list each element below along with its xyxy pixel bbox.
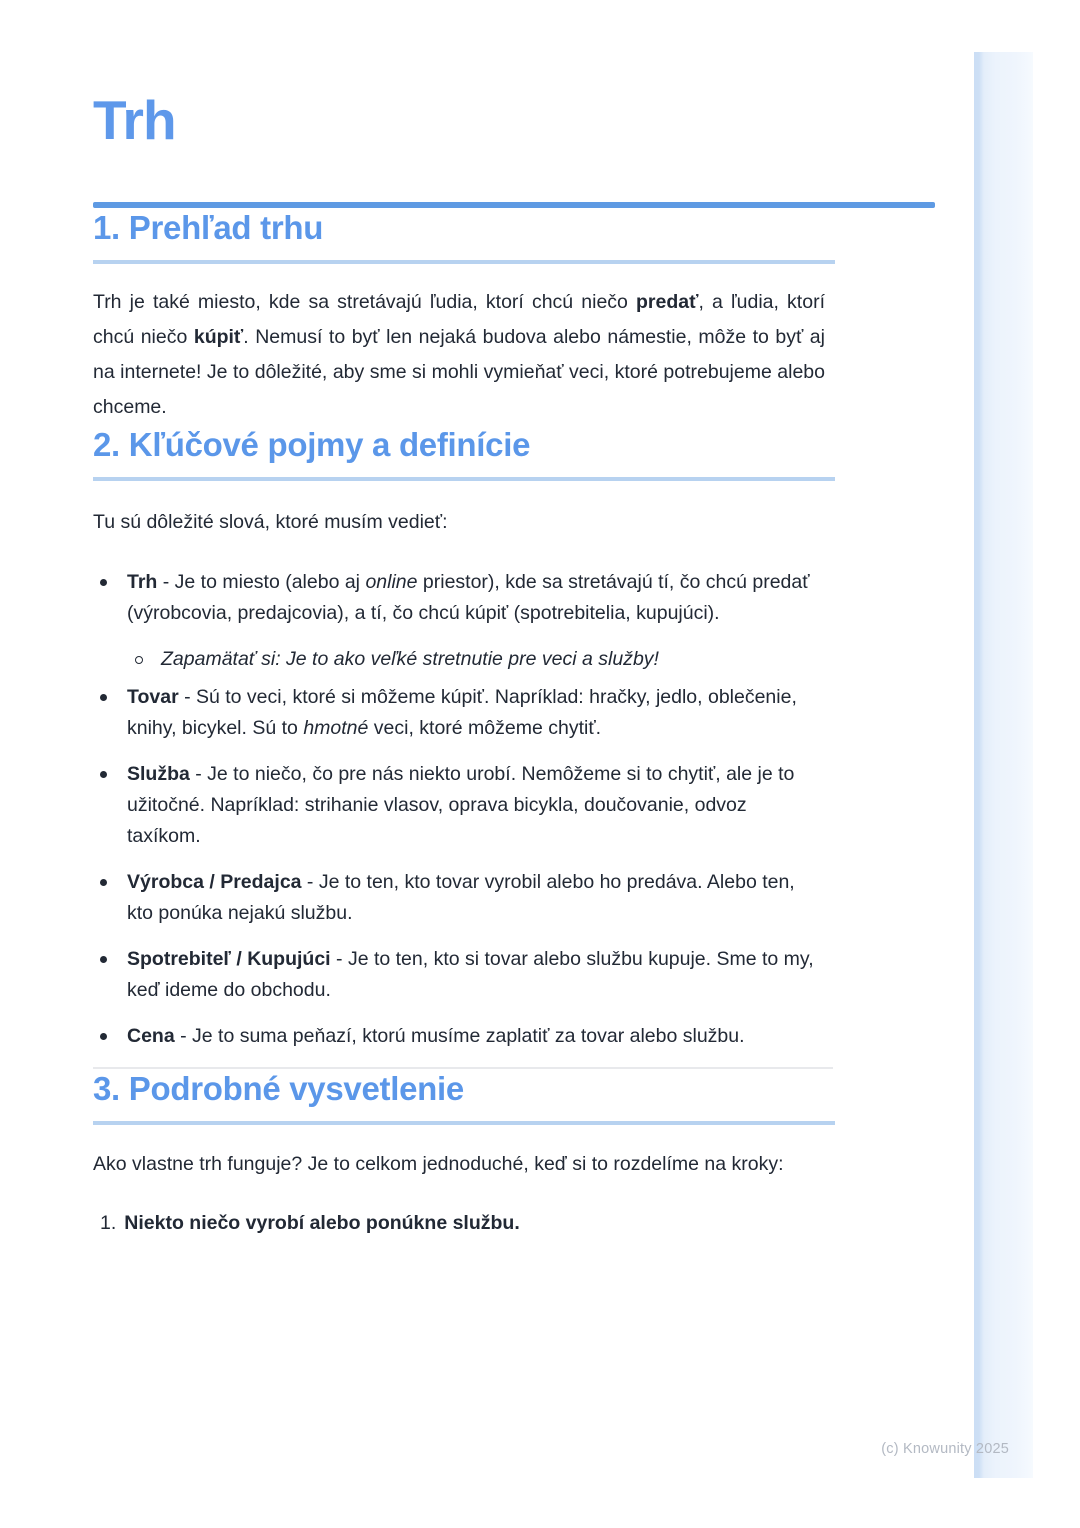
- list-item-cena: [93, 1021, 825, 1052]
- list-item-vyrobca-predajca: [93, 867, 825, 929]
- list-subitem-note: [93, 644, 825, 675]
- list-item-tovar: [93, 682, 825, 744]
- step-item-1: [93, 1208, 825, 1239]
- section-key-terms: [93, 425, 825, 1069]
- section-3-paragraph: Ako vlastne trh funguje? Je to celkom jednoduché, keď si to rozdelíme na kroky:: [93, 1153, 784, 1175]
- list-item-text: Trh - Je to miesto (alebo aj online priestor), kde sa stretávajú tí, čo chcú predať (výrobcovia, predajcovia), a tí, čo chcú kúpiť (spotrebitelia, kupujúci).: [127, 571, 810, 624]
- section-1-paragraph: Trh je také miesto, kde sa stretávajú ľudia, ktorí chcú niečo predať, a ľudia, ktorí chcú niečo kúpiť. Nemusí to byť len nejaká budova alebo námestie, môže to byť aj na internete! Je to dôležité, aby sme si mohli vymieňať veci, ktoré potrebujeme alebo chceme.: [93, 291, 825, 418]
- bullet-icon: [100, 1033, 107, 1040]
- steps-list: [93, 1208, 825, 1239]
- bullet-icon: [100, 771, 107, 778]
- section-2-underline: [93, 477, 835, 481]
- bullet-icon: [100, 694, 107, 701]
- section-overview: [93, 208, 825, 425]
- section-1-underline: [93, 260, 835, 264]
- side-accent-strip: [974, 52, 1033, 1478]
- list-item-text: Tovar - Sú to veci, ktoré si môžeme kúpiť. Napríklad: hračky, jedlo, oblečenie, knihy, bicykel. Sú to hmotné veci, ktoré môžeme chytiť.: [127, 686, 797, 739]
- page-title: Trh: [93, 89, 176, 151]
- section-3-underline: [93, 1121, 835, 1125]
- list-item-text: Výrobca / Predajca - Je to ten, kto tovar vyrobil alebo ho predáva. Alebo ten, kto ponúka nejakú službu.: [127, 871, 795, 924]
- step-number: 1.: [100, 1212, 117, 1234]
- bullet-icon: [100, 956, 107, 963]
- list-item-spotrebitel-kupujuci: [93, 944, 825, 1006]
- definitions-list: [93, 567, 825, 1052]
- section-2-heading: 2. Kľúčové pojmy a definície: [93, 426, 531, 463]
- list-item-trh: [93, 567, 825, 675]
- list-item-text: Cena - Je to suma peňazí, ktorú musíme zaplatiť za tovar alebo službu.: [127, 1025, 745, 1047]
- list-item-text: Spotrebiteľ / Kupujúci - Je to ten, kto si tovar alebo službu kupuje. Sme to my, keď ideme do obchodu.: [127, 948, 814, 1001]
- section-2-intro: Tu sú dôležité slová, ktoré musím vedieť:: [93, 511, 448, 533]
- copyright-notice: (c) Knowunity 2025: [881, 1441, 1009, 1457]
- document-content: [93, 0, 825, 1239]
- step-text: Niekto niečo vyrobí alebo ponúkne službu.: [124, 1212, 520, 1234]
- list-item-sluzba: [93, 759, 825, 852]
- list-subitem-text: Zapamätať si: Je to ako veľké stretnutie pre veci a služby!: [161, 648, 659, 670]
- section-3-heading: 3. Podrobné vysvetlenie: [93, 1070, 464, 1107]
- section-1-heading: 1. Prehľad trhu: [93, 209, 324, 246]
- bullet-icon: [100, 879, 107, 886]
- circle-bullet-icon: [135, 656, 143, 664]
- list-item-text: Služba - Je to niečo, čo pre nás niekto urobí. Nemôžeme si to chytiť, ale je to užitočné. Napríklad: strihanie vlasov, oprava bicykla, doučovanie, odvoz taxíkom.: [127, 763, 795, 847]
- section-detailed-explanation: [93, 1069, 825, 1239]
- bullet-icon: [100, 579, 107, 586]
